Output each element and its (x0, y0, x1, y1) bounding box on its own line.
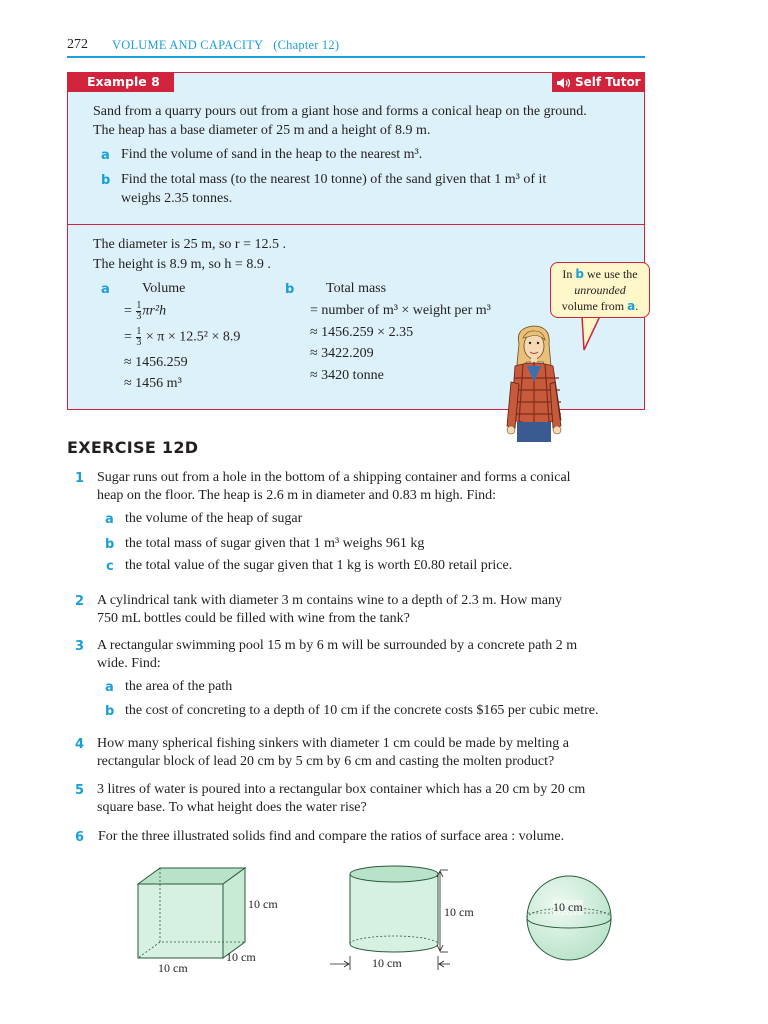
solution-a-step-4: ≈ 1456 m³ (124, 376, 182, 391)
question-1b-text: the total mass of sugar given that 1 m³ weighs 961 kg (125, 536, 425, 551)
callout-pointer (580, 316, 604, 352)
question-3-number: 3 (75, 639, 85, 654)
solution-b-step-4: ≈ 3420 tonne (310, 368, 384, 383)
example-tab: Example 8 (67, 72, 174, 92)
solution-a-heading: Volume (142, 281, 186, 296)
solution-b-label: b (285, 282, 295, 297)
solution-a-step-1 (124, 301, 166, 322)
cylinder-height-label: 10 cm (444, 905, 474, 919)
self-tutor-button[interactable] (552, 72, 645, 92)
question-5-text: 3 litres of water is poured into a rectangular box container which has a 20 cm by 20 cm square base. To what height does the water rise? (97, 782, 586, 815)
problem-part-b-line-2: weighs 2.35 tonnes. (121, 191, 233, 206)
question-1c-text: the total value of the sugar given that 1 kg is worth £0.80 retail price. (125, 558, 513, 573)
cube-height-label: 10 cm (248, 897, 278, 911)
tutor-callout: In b we use the unrounded volume from a. (550, 262, 650, 318)
example-divider (67, 224, 645, 225)
page-number: 272 (67, 37, 88, 52)
cube-width-label: 10 cm (158, 961, 188, 975)
problem-part-b-line-1: Find the total mass (to the nearest 10 tonne) of the sand given that 1 m³ of it (121, 172, 547, 187)
question-1a-text: the volume of the heap of sugar (125, 511, 303, 526)
question-1-text: Sugar runs out from a hole in the bottom of a shipping container and forms a conical heap on the floor. The heap is 2.6 m in diameter and 0.83 m high. Find: (97, 470, 571, 503)
question-2-number: 2 (75, 594, 85, 609)
cylinder-diameter-label: 10 cm (372, 956, 402, 970)
question-1c-label: c (106, 559, 114, 574)
question-5-number: 5 (75, 783, 85, 798)
tutor-character-illustration (505, 322, 567, 442)
fraction-one-third: $\frac{1}{3}$ (136, 326, 142, 348)
question-1a-label: a (105, 512, 114, 527)
solution-a-label: a (101, 282, 110, 297)
chapter-title: VOLUME AND CAPACITY (112, 38, 264, 52)
question-6-text: For the three illustrated solids find and compare the ratios of surface area : volume. (98, 829, 565, 844)
question-3-text: A rectangular swimming pool 15 m by 6 m will be surrounded by a concrete path 2 m wide. Find: (97, 638, 578, 671)
question-6-number: 6 (75, 830, 85, 845)
solution-b-heading: Total mass (326, 281, 387, 296)
question-4-text: How many spherical fishing sinkers with diameter 1 cm could be made by melting a rectangular block of lead 20 cm by 5 cm by 6 cm and casting the molten product? (97, 736, 569, 769)
solution-a-formula: πr²h (142, 303, 167, 319)
sphere-figure (524, 873, 614, 963)
equals-sign: = (124, 329, 132, 345)
question-4-number: 4 (75, 737, 85, 752)
chapter-number: (Chapter 12) (273, 38, 340, 52)
solution-line-1: The diameter is 25 m, so r = 12.5 . (93, 237, 286, 252)
sphere-diameter-label: 10 cm (553, 900, 583, 914)
self-tutor-label: Self Tutor (575, 75, 641, 89)
fraction-one-third: $\frac{1}{3}$ (136, 300, 142, 322)
running-header (112, 38, 339, 53)
equals-sign: = (124, 303, 132, 319)
problem-line-2: The heap has a base diameter of 25 m and a height of 8.9 m. (93, 123, 431, 138)
question-3a-label: a (105, 680, 114, 695)
problem-part-a-label: a (101, 148, 110, 163)
question-2-text: A cylindrical tank with diameter 3 m contains wine to a depth of 2.3 m. How many 750 mL bottles could be filled with wine from the tank? (97, 593, 563, 626)
solution-line-2: The height is 8.9 m, so h = 8.9 . (93, 257, 271, 272)
question-1b-label: b (105, 537, 115, 552)
question-3a-text: the area of the path (125, 679, 233, 694)
cube-depth-label: 10 cm (226, 950, 256, 964)
solution-a-step-2 (124, 327, 240, 348)
question-3b-label: b (105, 704, 115, 719)
solution-b-step-2: ≈ 1456.259 × 2.35 (310, 325, 414, 340)
exercise-heading: EXERCISE 12D (67, 438, 199, 457)
problem-part-b-label: b (101, 173, 111, 188)
solution-a-step-3: ≈ 1456.259 (124, 355, 188, 370)
solution-b-step-3: ≈ 3422.209 (310, 346, 374, 361)
solution-b-step-1: = number of m³ × weight per m³ (310, 303, 491, 318)
question-3b-text: the cost of concreting to a depth of 10 cm if the concrete costs $165 per cubic metre. (125, 703, 599, 718)
solution-a-substitution: × π × 12.5² × 8.9 (145, 329, 241, 345)
speaker-icon (556, 77, 572, 89)
problem-part-a: Find the volume of sand in the heap to the nearest m³. (121, 147, 423, 162)
header-rule (67, 56, 645, 58)
problem-line-1: Sand from a quarry pours out from a giant hose and forms a conical heap on the ground. (93, 104, 587, 119)
question-1-number: 1 (75, 471, 85, 486)
